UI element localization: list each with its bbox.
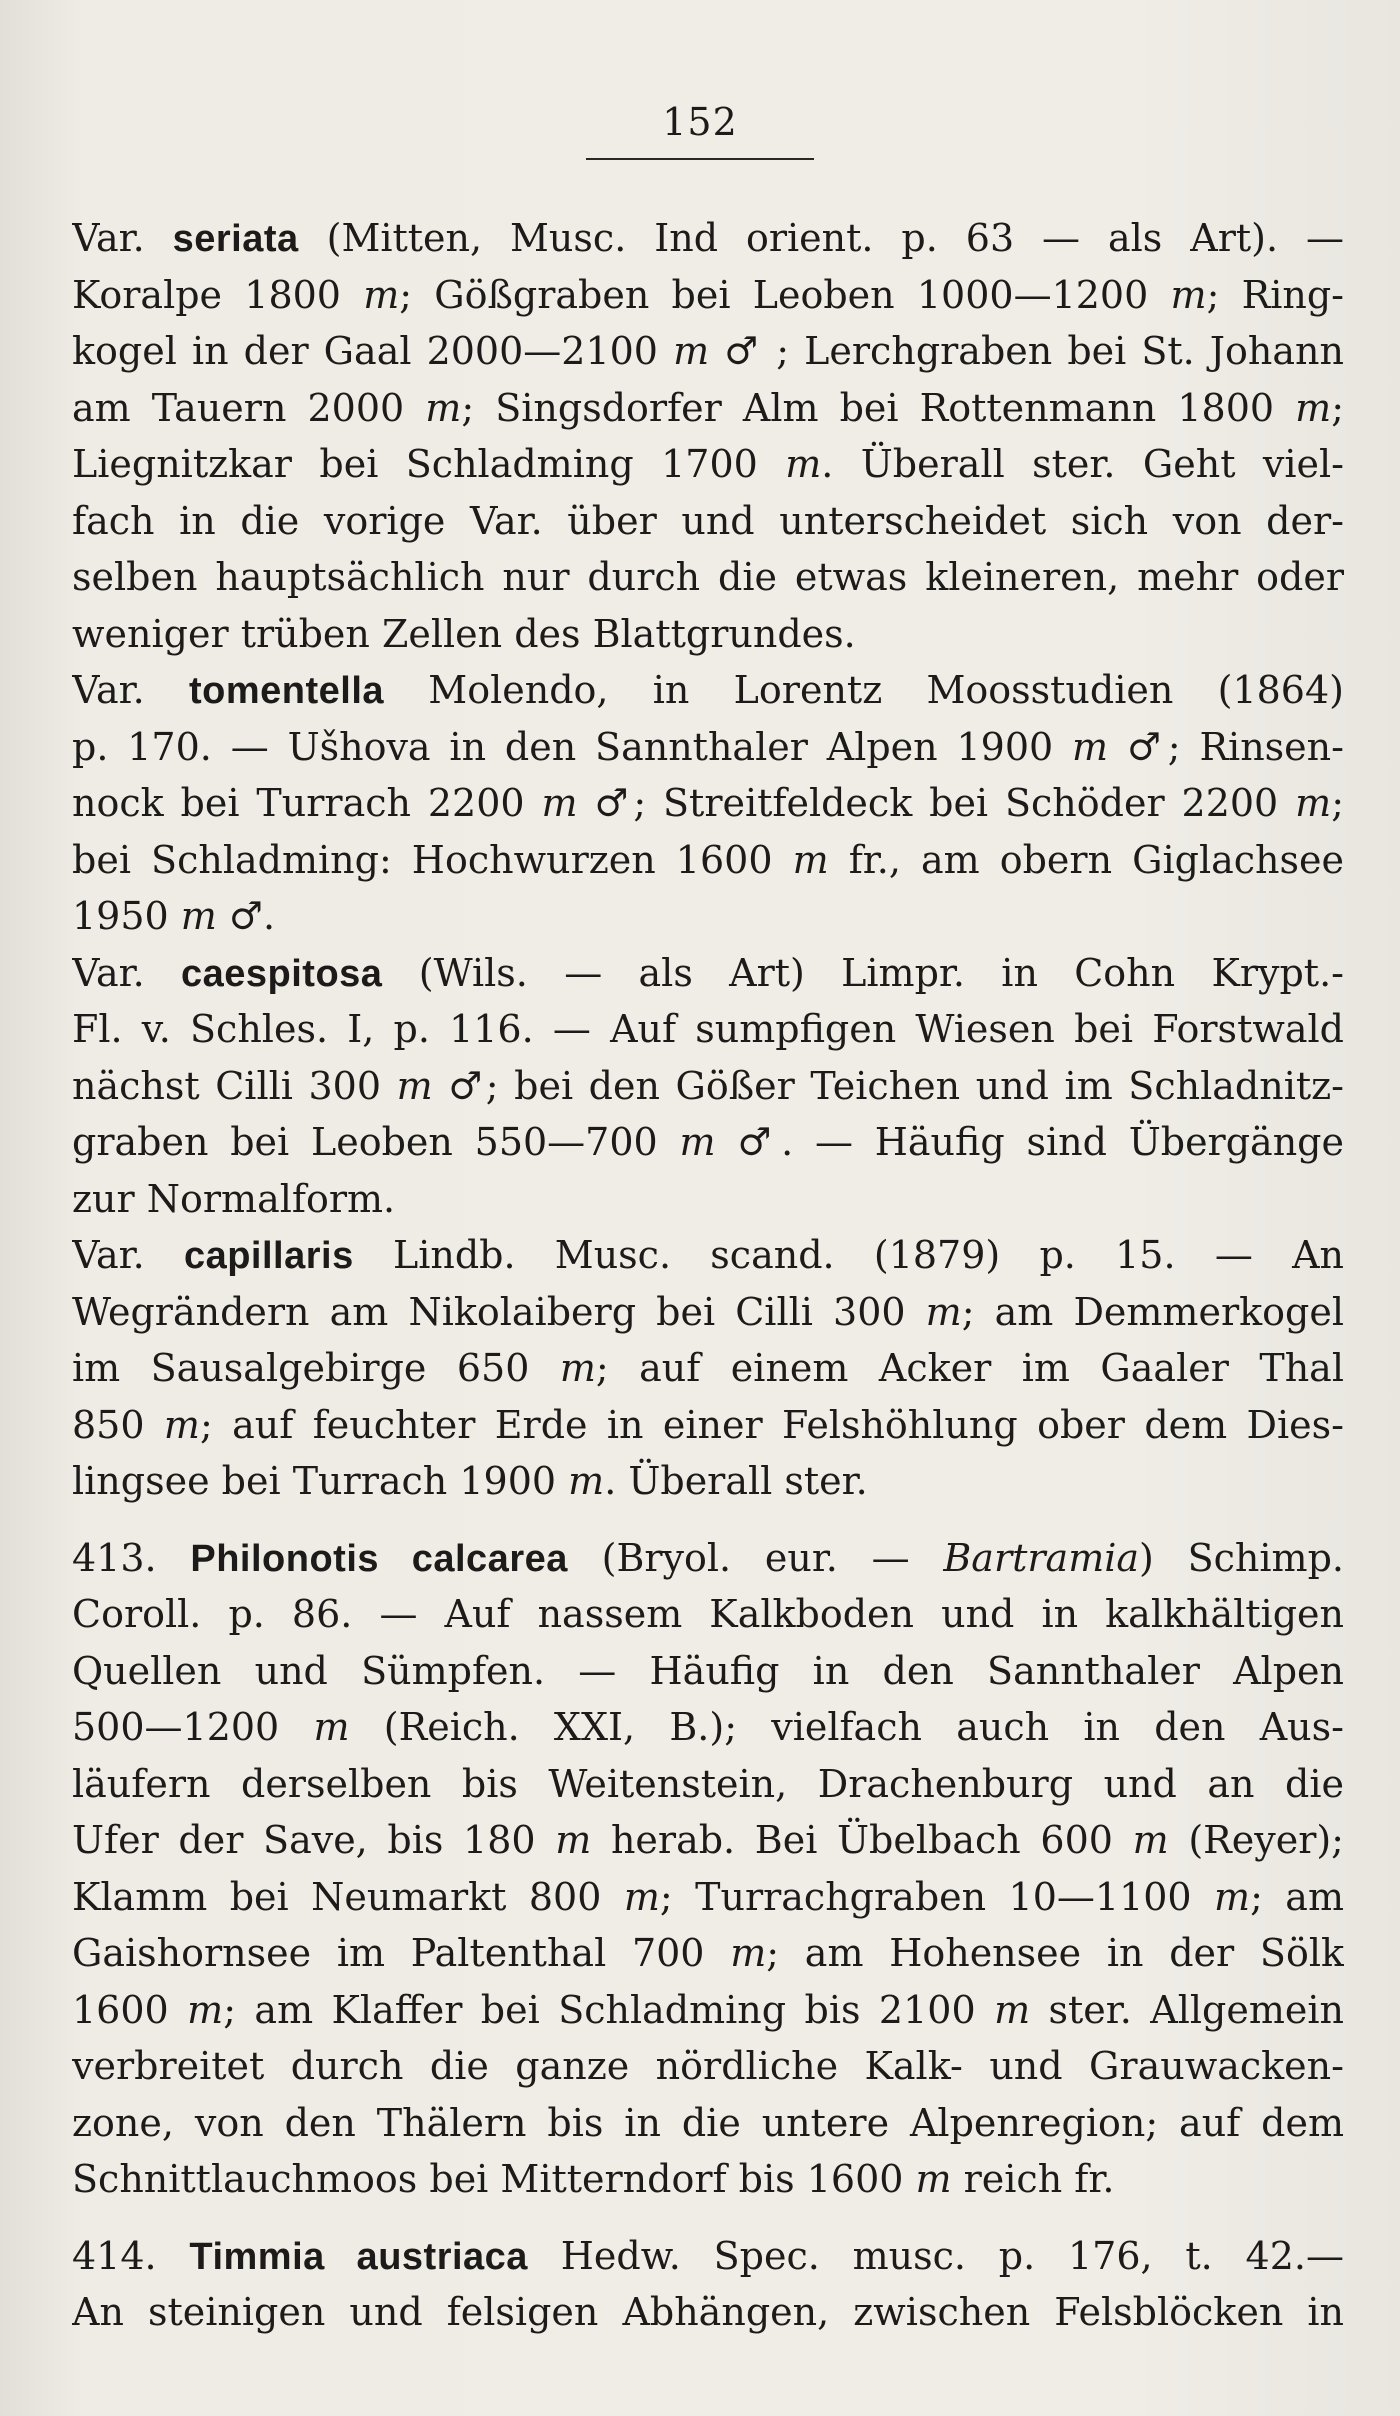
text-segment: Lindb. Musc. scand. (1879) p. 15. — An: [353, 1233, 1344, 1277]
italic-text: m: [1214, 1874, 1251, 1919]
text-segment: Quellen und Sümpfen. — Häufig in den Sannthaler Alpen: [72, 1648, 1344, 1693]
text-segment: ; Turrachgraben 10—1100: [659, 1874, 1215, 1919]
text-segment: ; am Klaffer bei Schladming bis 2100: [223, 1987, 995, 2032]
text-segment: Liegnitzkar bei Schladming 1700: [72, 442, 786, 486]
text-segment: Var.: [72, 216, 173, 260]
italic-text: m: [187, 1987, 224, 2032]
text-segment: selben hauptsächlich nur durch die etwas kleineren, mehr oder: [72, 555, 1344, 599]
text-segment: Koralpe 1800: [72, 272, 364, 317]
italic-text: m: [1132, 1818, 1169, 1862]
text-line: [72, 888, 1344, 945]
text-segment: ; Gößgraben bei Leoben 1000—1200: [399, 272, 1171, 317]
text-line: [72, 436, 1344, 493]
text-segment: Schnittlauchmoos bei Mitterndorf bis 1600: [72, 2157, 916, 2201]
text-segment: . Überall ster.: [604, 1459, 868, 1503]
header-rule: [586, 158, 814, 160]
text-line: [72, 945, 1344, 1002]
italic-text: m: [1170, 272, 1207, 317]
text-line: [72, 1586, 1344, 1643]
text-segment: läufern derselben bis Weitenstein, Drachenburg und an die: [72, 1761, 1344, 1806]
text-segment: Wegrändern am Nikolaiberg bei Cilli 300: [72, 1289, 926, 1334]
text-line: [72, 1284, 1344, 1341]
text-line: [72, 1530, 1344, 1587]
text-segment: ; Singsdorfer Alm bei Rottenmann 1800: [461, 385, 1296, 430]
text-segment: Gaishornsee im Paltenthal 700: [72, 1931, 731, 1975]
text-line: [72, 549, 1344, 606]
text-line: [72, 1171, 1344, 1228]
text-line: [72, 493, 1344, 550]
text-segment: ; am Demmerkogel: [961, 1289, 1344, 1334]
text-segment: lingsee bei Turrach 1900: [72, 1459, 569, 1503]
text-line: [72, 1699, 1344, 1756]
italic-text: m: [559, 1346, 596, 1390]
text-line: [72, 1001, 1344, 1058]
text-segment: bei Schladming: Hochwurzen 1600: [72, 837, 793, 882]
text-segment: am Tauern 2000: [72, 385, 426, 430]
text-segment: 850: [72, 1402, 164, 1447]
text-segment: Hedw. Spec. musc. p. 176, t. 42.—: [527, 2233, 1344, 2278]
taxon-name: caespitosa: [181, 952, 383, 995]
text-segment: zone, von den Thälern bis in die untere Alpenregion; auf dem: [72, 2100, 1344, 2145]
text-line: [72, 1982, 1344, 2039]
text-line: [72, 1643, 1344, 1700]
text-segment: (Wils. — als Art) Limpr. in Cohn Krypt.-: [382, 950, 1344, 995]
text-segment: 1950: [72, 894, 181, 938]
text-line: [72, 267, 1344, 324]
text-line: [72, 1058, 1344, 1115]
page-number: 152: [662, 100, 738, 144]
italic-text: m: [180, 894, 217, 938]
text-segment: 500—1200: [72, 1705, 314, 1749]
text-segment: ♂; Streitfeldeck bei Schöder 2200: [577, 781, 1296, 825]
text-line: [72, 1397, 1344, 1454]
italic-text: m: [363, 272, 400, 317]
italic-text: m: [163, 1402, 200, 1447]
text-segment: Var.: [72, 950, 181, 995]
text-segment: ♂.: [216, 894, 276, 938]
text-segment: ) Schimp.: [1139, 1535, 1344, 1580]
text-segment: ster. Allgemein: [1030, 1987, 1344, 2032]
paragraph-gap: [72, 2208, 1344, 2228]
taxon-name: tomentella: [188, 670, 385, 712]
text-segment: nock bei Turrach 2200: [72, 781, 542, 825]
taxon-name: capillaris: [183, 1235, 354, 1277]
text-line: [72, 2038, 1344, 2095]
text-segment: ; auf einem Acker im Gaaler Thal: [595, 1346, 1344, 1390]
text-line: [72, 662, 1344, 719]
text-segment: (Mitten, Musc. Ind orient. p. 63 — als Art). —: [298, 216, 1344, 260]
italic-text: m: [730, 1931, 767, 1975]
text-segment: graben bei Leoben 550—700: [72, 1120, 680, 1164]
italic-text: m: [792, 837, 829, 882]
italic-text: m: [425, 385, 462, 430]
taxon-name: Philonotis calcarea: [190, 1537, 568, 1580]
text-line: [72, 1453, 1344, 1510]
italic-text: m: [679, 1120, 716, 1164]
text-segment: (Bryol. eur. —: [567, 1535, 944, 1580]
page-body-text: [72, 210, 1344, 2341]
text-line: [72, 719, 1344, 776]
text-segment: 413.: [72, 1535, 191, 1580]
text-segment: kogel in der Gaal 2000—2100: [72, 329, 674, 373]
text-segment: im Sausalgebirge 650: [72, 1346, 560, 1390]
italic-text: Bartramia: [943, 1535, 1140, 1580]
text-line: [72, 1925, 1344, 1982]
text-line: [72, 2151, 1344, 2208]
italic-text: m: [396, 1063, 433, 1108]
text-segment: verbreitet durch die ganze nördliche Kalk- und Grauwacken-: [72, 2044, 1344, 2088]
text-segment: 414.: [72, 2233, 190, 2278]
italic-text: m: [541, 781, 578, 825]
text-segment: ;: [1331, 781, 1344, 825]
text-segment: ♂; Rinsen-: [1108, 724, 1344, 769]
italic-text: m: [673, 329, 710, 373]
text-line: [72, 380, 1344, 437]
text-line: [72, 775, 1344, 832]
text-line: [72, 1340, 1344, 1397]
text-segment: nächst Cilli 300: [72, 1063, 397, 1108]
taxon-name: seriata: [172, 218, 299, 260]
text-line: [72, 2095, 1344, 2152]
taxon-name: Timmia austriaca: [189, 2235, 528, 2278]
text-segment: Ufer der Save, bis 180: [72, 1818, 556, 1862]
italic-text: m: [785, 442, 822, 486]
text-line: [72, 1227, 1344, 1284]
text-segment: p. 170. — Ušhova in den Sannthaler Alpen 1900: [72, 724, 1073, 769]
text-segment: fr., am obern Giglachsee: [828, 837, 1344, 882]
italic-text: m: [915, 2157, 952, 2201]
text-line: [72, 2228, 1344, 2285]
text-segment: reich fr.: [951, 2157, 1115, 2201]
text-segment: Var.: [72, 668, 189, 712]
text-segment: ; Ring-: [1206, 272, 1344, 317]
text-line: [72, 1756, 1344, 1813]
text-line: [72, 2284, 1344, 2341]
text-segment: weniger trüben Zellen des Blattgrundes.: [72, 611, 856, 656]
text-segment: Coroll. p. 86. — Auf nassem Kalkboden und in kalkhältigen: [72, 1592, 1344, 1636]
text-segment: (Reyer);: [1168, 1818, 1344, 1862]
italic-text: m: [555, 1818, 592, 1862]
text-line: [72, 210, 1344, 267]
italic-text: m: [1295, 385, 1332, 430]
italic-text: m: [313, 1705, 350, 1749]
text-line: [72, 1812, 1344, 1869]
text-segment: Fl. v. Schles. I, p. 116. — Auf sumpfigen Wiesen bei Forstwald: [72, 1007, 1344, 1051]
text-line: [72, 1114, 1344, 1171]
text-line: [72, 1869, 1344, 1926]
paragraph-gap: [72, 1510, 1344, 1530]
italic-text: m: [1295, 781, 1332, 825]
text-segment: ♂; bei den Gößer Teichen und im Schladnitz-: [432, 1063, 1344, 1108]
text-segment: ♂ ; Lerchgraben bei St. Johann: [709, 329, 1344, 373]
italic-text: m: [994, 1987, 1031, 2032]
text-segment: Klamm bei Neumarkt 800: [72, 1874, 624, 1919]
text-line: [72, 832, 1344, 889]
text-segment: ; am Hohensee in der Sölk: [766, 1931, 1344, 1975]
italic-text: m: [568, 1459, 605, 1503]
text-segment: Var.: [72, 1233, 184, 1277]
text-segment: fach in die vorige Var. über und unterscheidet sich von der-: [72, 498, 1344, 543]
italic-text: m: [623, 1874, 660, 1919]
text-segment: Molendo, in Lorentz Moosstudien (1864): [384, 668, 1344, 712]
italic-text: m: [1072, 724, 1109, 769]
text-segment: 1600: [72, 1987, 188, 2032]
text-segment: (Reich. XXI, B.); vielfach auch in den Aus-: [349, 1705, 1344, 1749]
text-segment: . Überall ster. Geht viel-: [821, 442, 1344, 486]
text-segment: An steinigen und felsigen Abhängen, zwischen Felsblöcken in: [72, 2290, 1344, 2334]
text-segment: ♂. — Häufig sind Übergänge: [715, 1120, 1344, 1164]
text-segment: herab. Bei Übelbach 600: [591, 1818, 1133, 1862]
text-segment: zur Normalform.: [72, 1176, 396, 1221]
text-segment: ; auf feuchter Erde in einer Felshöhlung ober dem Dies-: [199, 1402, 1344, 1447]
text-line: [72, 323, 1344, 380]
text-segment: ;: [1331, 385, 1344, 430]
text-segment: ; am: [1250, 1874, 1344, 1919]
text-line: [72, 606, 1344, 663]
italic-text: m: [925, 1289, 962, 1334]
